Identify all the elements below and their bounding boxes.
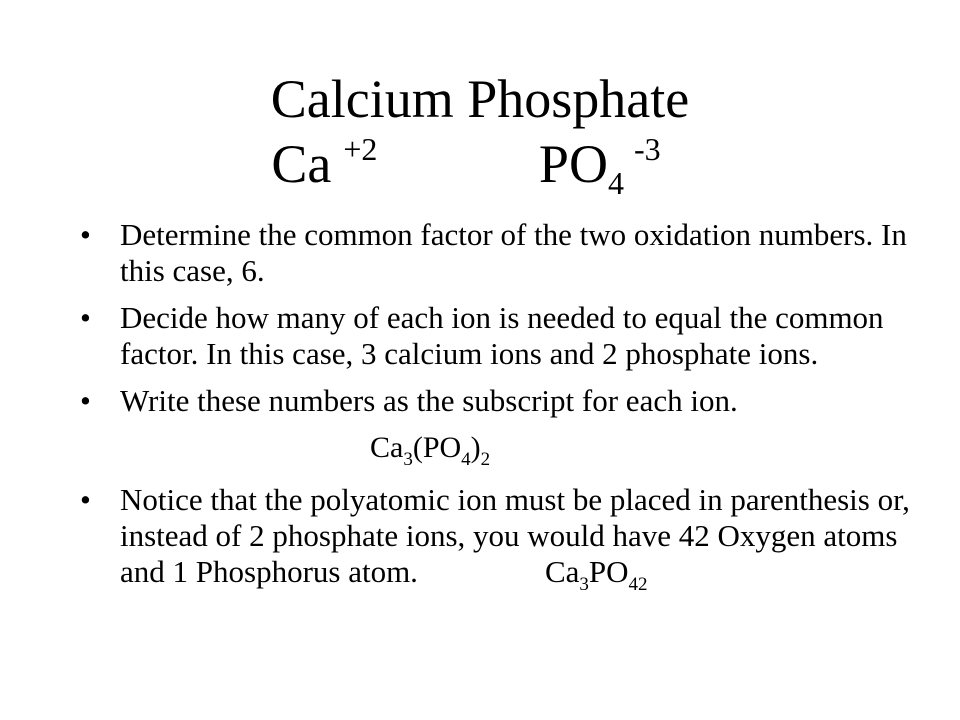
ion-charges-line bbox=[0, 131, 960, 201]
calcium-charge: +2 bbox=[343, 131, 378, 167]
slide-title: Calcium Phosphate bbox=[270, 69, 690, 129]
phosphate-symbol: PO bbox=[538, 134, 608, 194]
formula-outer-subscript: 2 bbox=[480, 449, 491, 470]
formula-calcium-subscript: 3 bbox=[403, 449, 413, 470]
formula-phosphate-subscript: 4 bbox=[461, 449, 471, 470]
formula-calcium: Ca bbox=[370, 431, 404, 464]
incorrect-formula-phosphate: PO bbox=[588, 554, 629, 589]
bullet-item bbox=[80, 383, 910, 419]
incorrect-formula bbox=[544, 554, 648, 595]
bullet-item bbox=[80, 482, 910, 595]
calcium-symbol: Ca bbox=[271, 134, 332, 194]
bullet-text: Write these numbers as the subscript for each ion. bbox=[120, 383, 738, 418]
incorrect-formula-calcium: Ca bbox=[544, 554, 580, 589]
phosphate-subscript: 4 bbox=[607, 165, 624, 201]
bullet-text: Decide how many of each ion is needed to equal the common factor. In this case, 3 calcium ions and 2 phosphate ions. bbox=[120, 300, 884, 371]
bullet-item bbox=[80, 217, 910, 289]
formula-phosphate-open: (PO bbox=[412, 431, 462, 464]
calcium-phosphate-formula bbox=[80, 430, 910, 470]
incorrect-formula-calcium-subscript: 3 bbox=[579, 574, 589, 595]
bullet-marker: • bbox=[80, 482, 91, 517]
bullet-marker: • bbox=[80, 383, 91, 418]
bullet-text: Determine the common factor of the two oxidation numbers. In this case, 6. bbox=[120, 217, 907, 288]
phosphate-ion bbox=[538, 131, 661, 201]
phosphate-charge: -3 bbox=[633, 131, 661, 167]
bullet-text: Notice that the polyatomic ion must be placed in parenthesis or, instead of 2 phosphate ions, you would have 42 Oxygen atoms and 1 Phosphorus atom. bbox=[120, 482, 910, 589]
formula-close-paren: ) bbox=[470, 431, 481, 464]
bullet-marker: • bbox=[80, 300, 91, 335]
incorrect-formula-phosphate-subscript: 42 bbox=[628, 574, 648, 595]
bullet-marker: • bbox=[80, 217, 91, 252]
bullet-item bbox=[80, 300, 910, 372]
calcium-ion bbox=[271, 131, 378, 194]
bullet-list bbox=[80, 217, 910, 606]
